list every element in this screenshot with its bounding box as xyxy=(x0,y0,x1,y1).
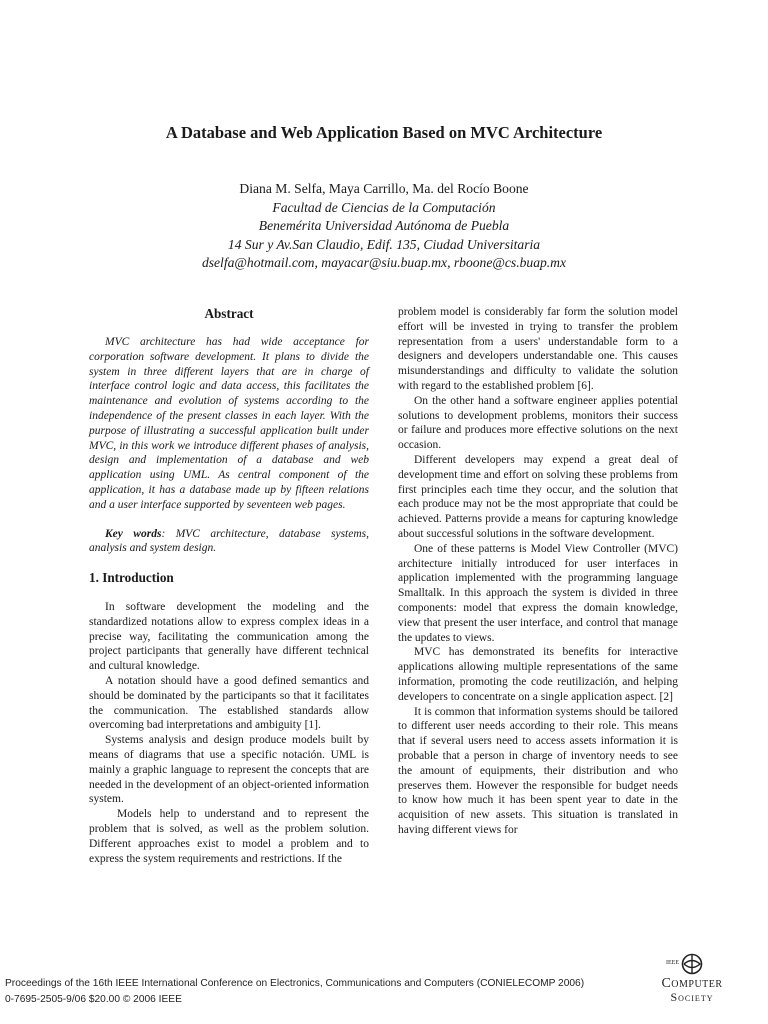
author-address: 14 Sur y Av.San Claudio, Edif. 135, Ciudad Universitaria xyxy=(227,236,541,252)
body-paragraph: One of these patterns is Model View Controller (MVC) architecture initially introduced for user interfaces in application implemented with the programming language Smalltalk. In this approach the system is divided in three components: model that express the domain knowledge, view that present the user interface, and control that manage the updates to views. xyxy=(398,542,678,644)
author-university: Benemérita Universidad Autónoma de Puebla xyxy=(258,218,510,234)
logo-society-text: Society xyxy=(670,990,714,1004)
intro-paragraph: A notation should have a good defined semantics and should be dominated by the participants so that it facilitates the communication. The established standards allow overcoming bad interpretations and ambiguity [1]. xyxy=(89,674,369,732)
abstract-text: MVC architecture has had wide acceptance for corporation software development. It plans to divide the system in three different layers that are in charge of interface control logic and data access, this facilitates the maintenance and evolution of systems according to the independence of the present classes in each layer. With the purpose of illustrating a successful application built under MVC, in this work we introduce different phases of analysis, design and implementation of a database and web application using UML. As central component of the application, it has a database made up by fifteen relations and a user interface supported by seventeen web pages. xyxy=(89,336,369,511)
intro-paragraph: In software development the modeling and the standardized notations allow to express complex ideas in a precise way, facilitating the communication among the project participants that generally have different technical and cultural knowledge. xyxy=(89,600,369,673)
footer-copyright-line: 0-7695-2505-9/06 $20.00 © 2006 IEEE xyxy=(5,994,182,1005)
logo-computer-text: Computer xyxy=(661,976,723,991)
keywords-paragraph xyxy=(89,527,369,557)
ieee-computer-society-logo xyxy=(632,953,752,1013)
proceedings-footer xyxy=(5,976,584,1008)
author-faculty: Facultad de Ciencias de la Computación xyxy=(272,199,496,215)
abstract-heading: Abstract xyxy=(204,306,254,321)
keywords-label: Key words xyxy=(105,527,162,540)
author-names: Diana M. Selfa, Maya Carrillo, Ma. del Rocío Boone xyxy=(239,181,529,196)
body-paragraph: MVC has demonstrated its benefits for interactive applications allowing multiple representations of the same information, promoting the code reutilización, and helping developers to concentrate on a single application aspect. [2] xyxy=(398,646,678,703)
paper-title: A Database and Web Application Based on MVC Architecture xyxy=(165,123,603,142)
right-column xyxy=(398,305,678,838)
author-block xyxy=(0,180,768,273)
body-paragraph: On the other hand a software engineer applies potential solutions to development problems, monitors their success or failure and produces more effective solutions on the next occasion. xyxy=(398,394,678,452)
intro-paragraph: Models help to understand and to represent the problem that is solved, as well as the problem solution. Different approaches exist to model a problem and to express the system requirements and restrictions. If the xyxy=(89,808,369,865)
logo-ieee-text: IEEE xyxy=(666,960,679,966)
introduction-heading: 1. Introduction xyxy=(89,570,174,586)
left-column xyxy=(89,305,369,866)
body-paragraph: Different developers may expend a great deal of development time and effort on solving these problems from first principles each time they occur, and the solution that each produce may not be the most appropriate that could be achieved. Patterns provide a means for capturing knowledge about successful solutions in the software development. xyxy=(398,453,678,540)
intro-paragraph: Systems analysis and design produce models built by means of diagrams that use a specific notación. UML is mainly a graphic language to represent the concepts that are needed in the development of an object-oriented information system. xyxy=(89,734,369,806)
body-paragraph: problem model is considerably far form the solution model effort will be invested in trying to transfer the problem representation from a users' understandable form to a designers and developers understandable one. This causes misunderstandings and difficulty to validate the solution with regard to the established problem [6]. xyxy=(398,306,678,392)
body-paragraph: It is common that information systems should be tailored to different user needs according to their role. This means that if several users need to access assets information it is probable that a person in charge of inventory needs to see the amount of equipments, their distribution and who preserves them. However the responsible for budget needs to know how much it has been spent year to date in the acquisition of new assets. This situation is translated in having different views for xyxy=(398,705,678,836)
author-emails: dselfa@hotmail.com, mayacar@siu.buap.mx, rboone@cs.buap.mx xyxy=(201,255,567,271)
ieee-emblem-icon xyxy=(662,953,722,975)
footer-proceedings-line: Proceedings of the 16th IEEE International Conference on Electronics, Communications and Computers (CONIELECOMP 2006) xyxy=(5,978,585,989)
keywords-list: : MVC architecture, database systems, analysis and system design. xyxy=(89,527,370,555)
